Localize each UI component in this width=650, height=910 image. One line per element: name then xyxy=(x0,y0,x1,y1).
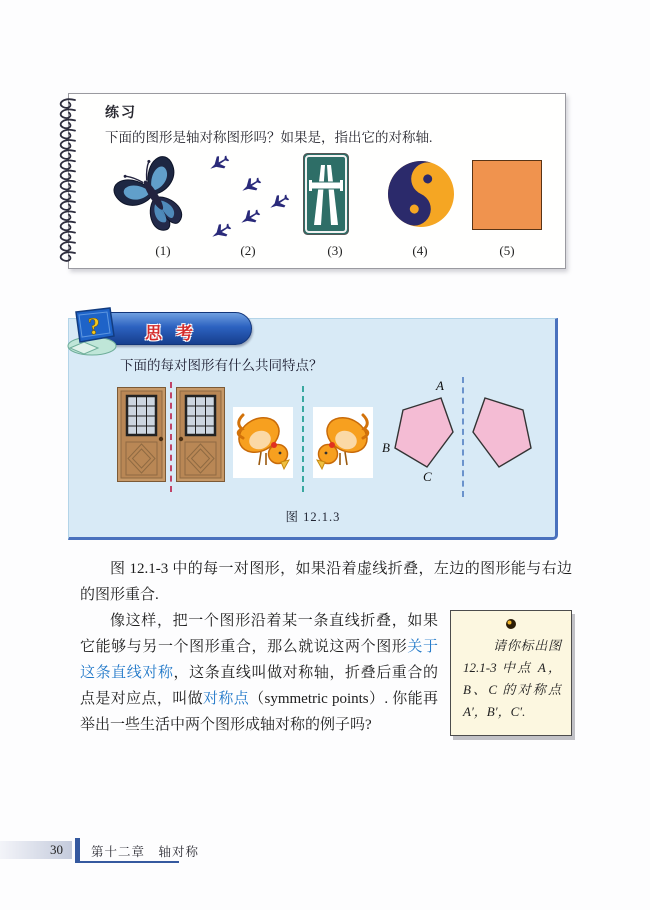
p2-term-symmetric-points: 对称点 xyxy=(203,691,250,707)
footer-divider xyxy=(75,838,80,862)
highway-sign-icon xyxy=(303,153,349,235)
chicken-left-icon xyxy=(233,407,293,478)
symmetry-axis-pentagons xyxy=(462,377,464,497)
figure-caption: 图 12.1.3 xyxy=(285,510,341,524)
svg-text:?: ? xyxy=(87,313,101,341)
think-question: 下面的每对图形有什么共同特点？ xyxy=(120,358,323,373)
figure-label-3: (3) xyxy=(327,243,343,258)
page-number-bar xyxy=(0,841,72,859)
pushpin-icon xyxy=(505,618,517,630)
p2-segment-1: 像这样，把一个图形沿着某一条直线折叠，如果它能够与另一个图形重合，那么就说这两个图形 xyxy=(80,613,438,655)
figure-label-1: (1) xyxy=(155,243,171,258)
spiral-binding-icon xyxy=(56,96,80,266)
taiji-icon xyxy=(385,158,457,230)
note-text: 请你标出图 12.1-3 中点 A，B、C 的对称点 A′，B′，C′. xyxy=(463,638,561,719)
paragraph-1: 图 12.1-3 中的每一对图形，如果沿着虚线折叠，左边的图形能与右边的图形重合. xyxy=(80,561,572,603)
chicken-right-box xyxy=(313,407,373,478)
butterfly-icon xyxy=(110,150,198,242)
figure-label-5: (5) xyxy=(499,243,515,258)
question-book-icon xyxy=(64,302,124,358)
p2-segment-3: （symmetric points）. 你能再举出一些生活中两个图形成轴对称的例子吗? xyxy=(80,691,438,733)
pentagon-label-b: B xyxy=(382,440,390,455)
airplanes-icon xyxy=(200,152,300,242)
pentagon-left xyxy=(380,378,458,488)
chicken-right-icon xyxy=(313,407,373,478)
paragraph-2 xyxy=(80,608,572,738)
figure-label-4: (4) xyxy=(412,243,428,258)
main-text xyxy=(80,556,572,744)
pentagon-right xyxy=(468,378,546,488)
symmetry-axis-chickens xyxy=(302,386,304,492)
chapter-title: 第十二章 轴对称 xyxy=(91,845,200,859)
practice-title: 练习 xyxy=(105,106,137,121)
footer-underline xyxy=(75,861,179,863)
p2-segment-2: ，这条直线叫做对称轴，折叠后重合的点是对应点，叫做 xyxy=(80,665,438,707)
pentagon-label-a: A xyxy=(436,378,444,393)
pentagon-label-c: C xyxy=(423,469,432,484)
orange-square xyxy=(472,160,542,230)
think-banner-label: 思考 xyxy=(145,324,207,343)
chicken-left-box xyxy=(233,407,293,478)
p2-term-symmetric-about-line: 关于这条直线对称 xyxy=(80,639,438,681)
airplane-formation xyxy=(200,152,300,242)
symmetry-axis-doors xyxy=(170,382,172,492)
door-right-icon xyxy=(176,387,225,482)
door-left-icon xyxy=(117,387,166,482)
practice-question: 下面的图形是轴对称图形吗？如果是，指出它的对称轴. xyxy=(105,130,433,145)
note-card xyxy=(450,610,572,736)
page-number: 30 xyxy=(50,842,63,857)
figure-label-2: (2) xyxy=(240,243,256,258)
